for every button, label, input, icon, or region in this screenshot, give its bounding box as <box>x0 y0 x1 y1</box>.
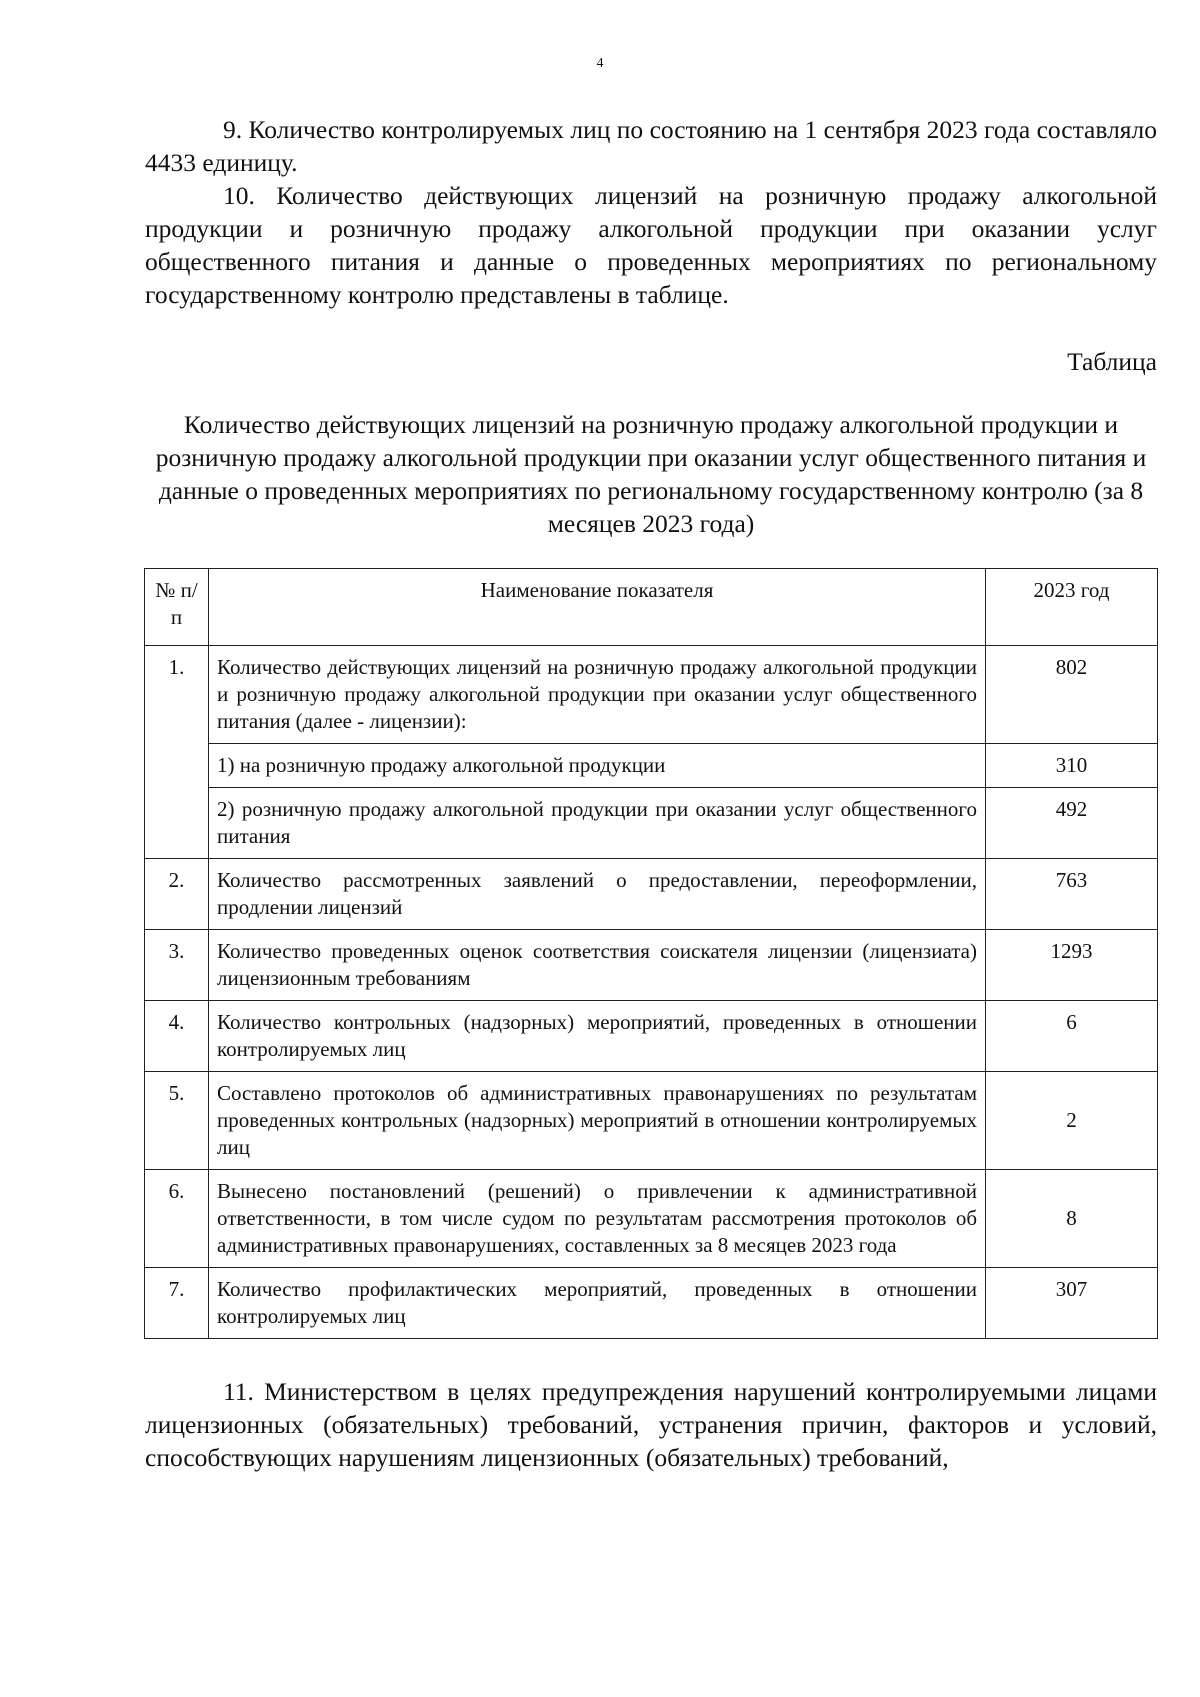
row-name: 2) розничную продажу алкогольной продукции при оказании услуг общественного питания <box>209 788 986 859</box>
paragraph-9: 9. Количество контролируемых лиц по состоянию на 1 сентября 2023 года составляло 4433 единицу. <box>145 115 1157 177</box>
row-name: Количество профилактических мероприятий, проведенных в отношении контролируемых лиц <box>209 1268 986 1339</box>
row-name: 1) на розничную продажу алкогольной продукции <box>209 744 986 788</box>
table-row <box>145 859 1158 930</box>
table-row <box>145 1001 1158 1072</box>
row-name: Количество действующих лицензий на розничную продажу алкогольной продукции и розничную продажу алкогольной продукции при оказании услуг общественного питания (далее - лицензии): <box>209 646 986 744</box>
row-value: 307 <box>986 1268 1158 1339</box>
row-num: 7. <box>145 1268 209 1339</box>
table-title: Количество действующих лицензий на розничную продажу алкогольной продукции и розничную продажу алкогольной продукции при оказании услуг общественного питания и данные о проведенных мероприятиях по региональному государственному контролю (за 8 месяцев 2023 года) <box>155 410 1147 538</box>
paragraph-10: 10. Количество действующих лицензий на розничную продажу алкогольной продукции и розничную продажу алкогольной продукции при оказании услуг общественного питания и данные о проведенных мероприятиях по региональному государственному контролю представлены в таблице. <box>145 181 1157 309</box>
table-row <box>145 930 1158 1001</box>
row-name: Составлено протоколов об административных правонарушениях по результатам проведенных контрольных (надзорных) мероприятий в отношении контролируемых лиц <box>209 1072 986 1170</box>
header-name: Наименование показателя <box>209 569 986 646</box>
indicators-table <box>144 568 1158 1339</box>
table-row <box>145 788 1158 859</box>
table-row <box>145 1072 1158 1170</box>
table-row <box>145 646 1158 744</box>
row-name: Вынесено постановлений (решений) о привлечении к административной ответственности, в том числе судом по результатам рассмотрения протоколов об административных правонарушениях, составленных за 8 месяцев 2023 года <box>209 1170 986 1268</box>
row-value: 763 <box>986 859 1158 930</box>
row-name: Количество рассмотренных заявлений о предоставлении, переоформлении, продлении лицензий <box>209 859 986 930</box>
row-value: 310 <box>986 744 1158 788</box>
row-value: 6 <box>986 1001 1158 1072</box>
row-value: 802 <box>986 646 1158 744</box>
header-value: 2023 год <box>986 569 1158 646</box>
table-header-row <box>145 569 1158 646</box>
row-value: 8 <box>986 1170 1158 1268</box>
table-row <box>145 1268 1158 1339</box>
row-num: 6. <box>145 1170 209 1268</box>
row-value: 2 <box>986 1072 1158 1170</box>
header-num: № п/п <box>145 569 209 646</box>
row-value: 1293 <box>986 930 1158 1001</box>
page-number: 4 <box>596 56 604 71</box>
row-value: 492 <box>986 788 1158 859</box>
document-body <box>145 113 1157 1474</box>
row-num: 3. <box>145 930 209 1001</box>
row-num: 2. <box>145 859 209 930</box>
table-row <box>145 744 1158 788</box>
row-name: Количество контрольных (надзорных) мероприятий, проведенных в отношении контролируемых лиц <box>209 1001 986 1072</box>
row-num: 4. <box>145 1001 209 1072</box>
table-label: Таблица <box>1067 347 1157 376</box>
paragraph-11: 11. Министерством в целях предупреждения нарушений контролируемыми лицами лицензионных (обязательных) требований, устранения причин, факторов и условий, способствующих нарушениям лицензионных (обязательных) требований, <box>145 1377 1157 1472</box>
row-num: 1. <box>145 646 209 859</box>
row-num: 5. <box>145 1072 209 1170</box>
row-name: Количество проведенных оценок соответствия соискателя лицензии (лицензиата) лицензионным требованиям <box>209 930 986 1001</box>
table-row <box>145 1170 1158 1268</box>
